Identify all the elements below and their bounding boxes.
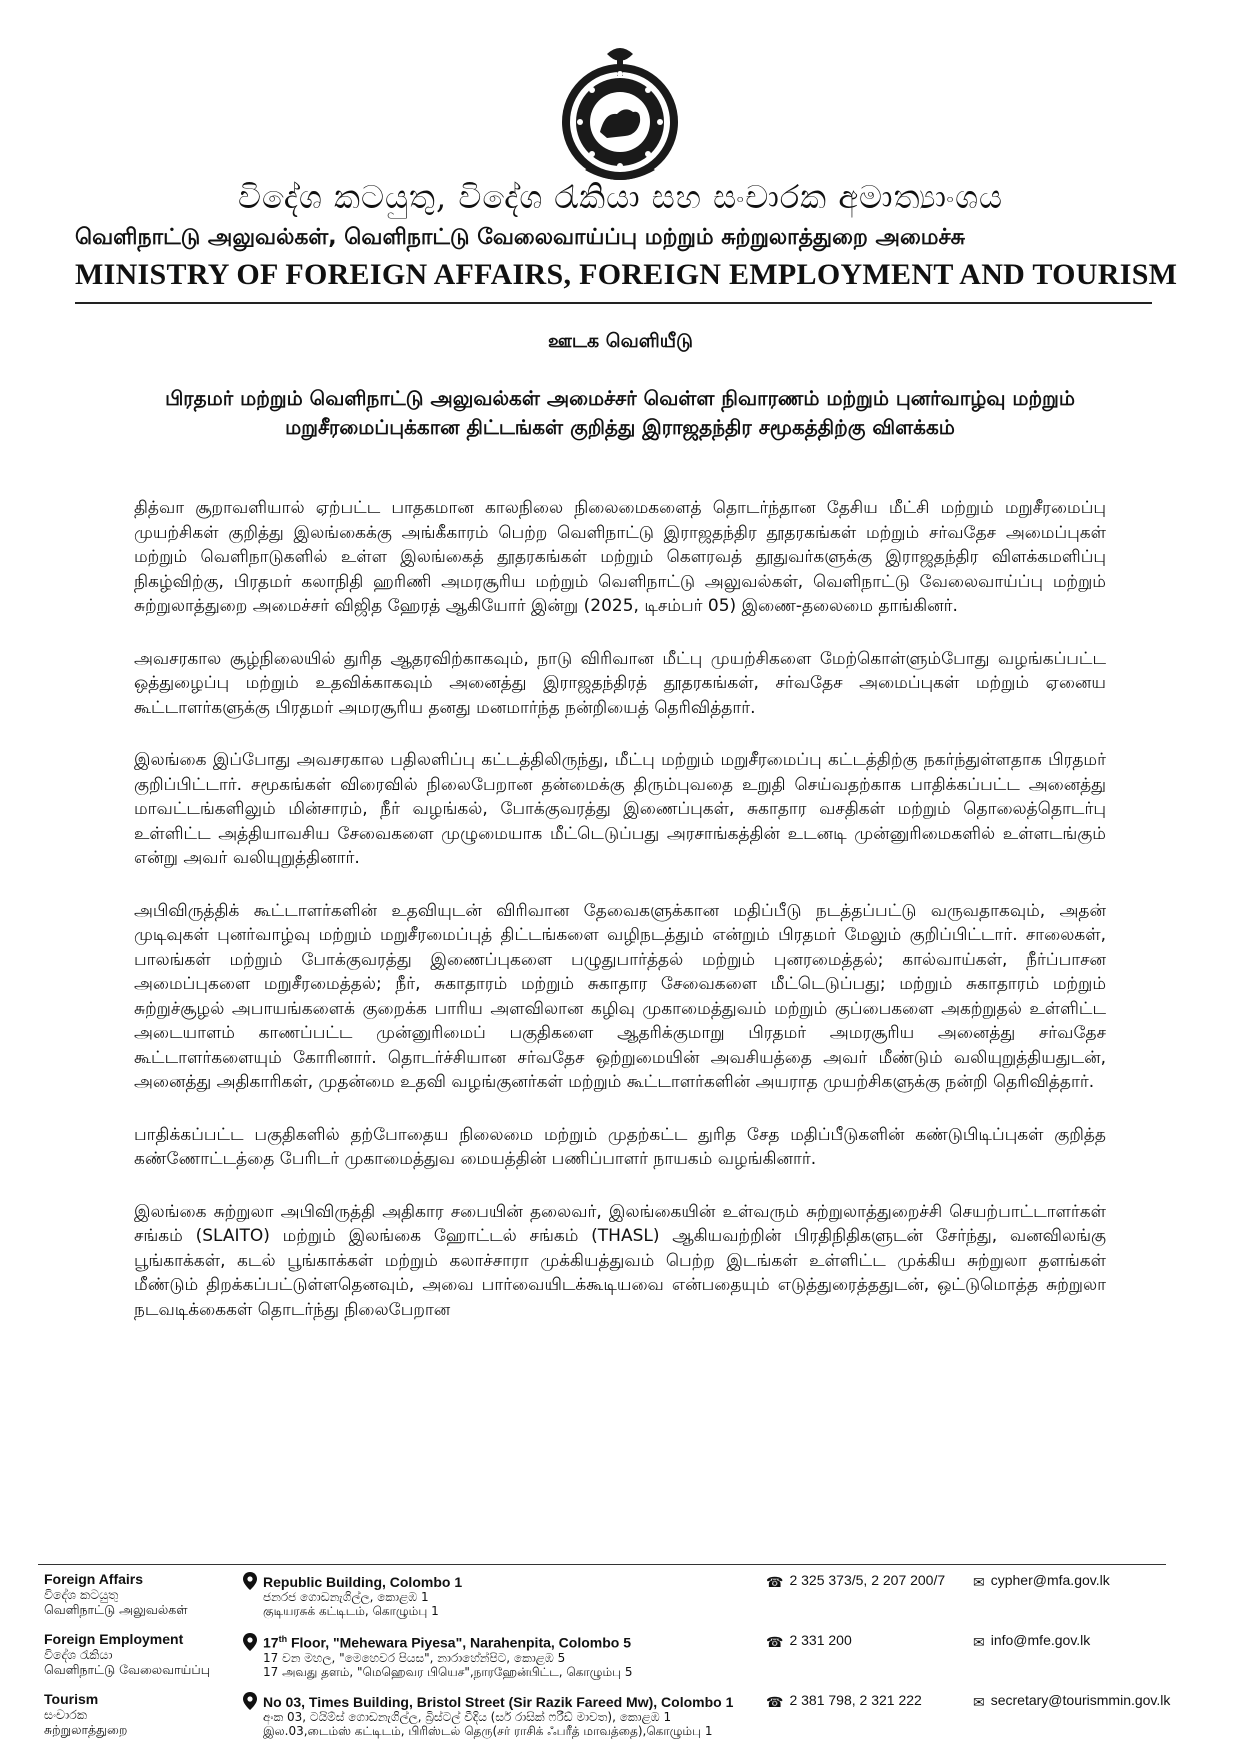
header-divider — [75, 302, 1152, 304]
envelope-icon: ✉ — [973, 1694, 985, 1710]
footer-contact-tourism — [38, 1692, 1204, 1750]
phone-number: 2 325 373/5, 2 207 200/7 — [789, 1572, 946, 1588]
location-pin-icon — [243, 1633, 257, 1651]
address-en: Republic Building, Colombo 1 — [263, 1574, 463, 1590]
document-type-label: ஊடக வெளியீடு — [547, 330, 694, 352]
phone-number: 2 331 200 — [789, 1632, 852, 1648]
footer-department — [44, 1632, 244, 1677]
department-name-ta: வெளிநாட்டு வேலைவாய்ப்பு — [44, 1662, 210, 1677]
address-floor-suffix: th — [278, 1634, 288, 1644]
email-address[interactable]: info@mfe.gov.lk — [990, 1632, 1091, 1648]
address-ta: குடியரசுக் கட்டிடம், கொழும்பு 1 — [263, 1604, 439, 1618]
email-address[interactable]: cypher@mfa.gov.lk — [990, 1572, 1110, 1588]
footer-address — [243, 1632, 763, 1679]
email-address[interactable]: secretary@tourismmin.gov.lk — [990, 1692, 1171, 1708]
telephone-icon: ☎ — [766, 1634, 784, 1650]
department-name-si: විදේශ කටයුතු — [44, 1587, 119, 1602]
footer-contact-foreign-employment — [38, 1632, 1204, 1690]
press-release-body — [134, 496, 1106, 1350]
footer-address — [243, 1572, 763, 1618]
department-name-ta: வெளிநாட்டு அலுவல்கள் — [44, 1602, 188, 1617]
body-paragraph: இலங்கை இப்போது அவசரகால பதிலளிப்பு கட்டத்திலிருந்து, மீட்பு மற்றும் மறுசீரமைப்பு கட்டத்திற்கு நகர்ந்துள்ளதாக பிரதமர் குறிப்பிட்டார். சமூகங்கள் விரைவில் நிலைபேறான தன்மைக்கு திரும்புவதை உறுதி செய்வதற்காக பாதிக்கப்பட்ட அனைத்து மாவட்டங்களிலும் மின்சாரம், நீர் வழங்கல், போக்குவரத்து இணைப்புகள், சுகாதார வசதிகள் மற்றும் தொலைத்தொடர்பு உள்ளிட்ட அத்தியாவசிய சேவைகளை முழுமையாக மீட்டெடுப்பது அரசாங்கத்தின் உடனடி முன்னுரிமைகளில் உள்ளடங்கும் என்று அவர் வலியுறுத்தினார். — [134, 750, 1106, 868]
location-pin-icon — [243, 1692, 257, 1710]
address-si: ජනරජ ගොඩනැගිල්ල, කොළඹ 1 — [263, 1590, 429, 1604]
address-ta: இல.03,டைம்ஸ் கட்டிடம், பிரிஸ்டல் தெரு(சர் ராசிக் ஃபரீத் மாவத்தை),கொழும்பு 1 — [263, 1724, 713, 1738]
footer-contact-foreign-affairs — [38, 1572, 1204, 1630]
phone-number: 2 381 798, 2 321 222 — [789, 1692, 922, 1708]
address-en: Floor, "Mehewara Piyesa", Narahenpita, Colombo 5 — [287, 1634, 632, 1651]
body-paragraph: அபிவிருத்திக் கூட்டாளர்களின் உதவியுடன் விரிவான தேவைகளுக்கான மதிப்பீடு நடத்தப்பட்டு வருவதாகவும், அதன் முடிவுகள் புனர்வாழ்வு மற்றும் மறுசீரமைப்புத் திட்டங்களை வழிநடத்தும் என்றும் பிரதமர் மேலும் குறிப்பிட்டார். சாலைகள், பாலங்கள் மற்றும் போக்குவரத்து இணைப்புகளை பழுதுபார்த்தல் மற்றும் புனரமைத்தல்; கால்வாய்கள், நீர்ப்பாசன அமைப்புகளை மறுசீரமைத்தல்; நீர், சுகாதாரம் மற்றும் சுகாதார சேவைகளை மீட்டெடுப்பது; மற்றும் சுகாதாரம் மற்றும் சுற்றுச்சூழல் அபாயங்களைக் குறைக்க பாரிய அளவிலான கழிவு முகாமைத்துவம் மற்றும் குப்பைகளை அகற்றுதல் உள்ளிட்ட அடையாளம் காணப்பட்ட முன்னுரிமைப் பகுதிகளை ஆதரிக்குமாறு பிரதமர் அமரசூரிய அனைத்து சர்வதேச கூட்டாளர்களையும் கோரினார். தொடர்ச்சியான சர்வதேச ஒற்றுமையின் அவசியத்தை அவர் மீண்டும் வலியுறுத்தியதுடன், அனைத்து அதிகாரிகள், முதன்மை உதவி வழங்குனர்கள் மற்றும் கூட்டாளர்களின் அயராத முயற்சிகளுக்கு நன்றி தெரிவித்தார். — [134, 900, 1106, 1092]
body-paragraph: இலங்கை சுற்றுலா அபிவிருத்தி அதிகார சபையின் தலைவர், இலங்கையின் உள்வரும் சுற்றுலாத்துறைச்சி செயற்பாட்டாளர்கள் சங்கம் (SLAITO) மற்றும் இலங்கை ஹோட்டல் சங்கம் (THASL) ஆகியவற்றின் பிரதிநிதிகளுடன் சேர்ந்து, வனவிலங்கு பூங்காக்கள், கடல் பூங்காக்கள் மற்றும் கலாச்சாரா முக்கியத்துவம் பெற்ற இடங்கள் உள்ளிட்ட முக்கிய சுற்றுலா தளங்கள் மீண்டும் திறக்கப்பட்டுள்ளதெனவும், அவை பார்வையிடக்கூடியவை என்பதையும் எடுத்துரைத்ததுடன், ஒட்டுமொத்த சுற்றுலா நடவடிக்கைகள் தொடர்ந்து நிலைபேறான — [134, 1201, 1106, 1320]
telephone-icon: ☎ — [766, 1694, 784, 1710]
department-name-si: විදේශ රැකියා — [44, 1647, 113, 1662]
ministry-name-sinhala: විදේශ කටයුතු, විදේශ රැකියා සහ සංචාරක අමාත්‍යාංශය — [237, 178, 1004, 216]
department-name-ta: சுற்றுலாத்துறை — [44, 1722, 128, 1737]
ministry-name-english: MINISTRY OF FOREIGN AFFAIRS, FOREIGN EMPLOYMENT AND TOURISM — [75, 258, 1178, 291]
telephone-icon: ☎ — [766, 1574, 784, 1590]
body-paragraph: தித்வா சூறாவளியால் ஏற்பட்ட பாதகமான காலநிலை நிலைமைகளைத் தொடர்ந்தான தேசிய மீட்சி மற்றும் மறுசீரமைப்பு முயற்சிகள் குறித்து இலங்கைக்கு அங்கீகாரம் பெற்ற வெளிநாட்டு இராஜதந்திர தூதரகங்கள் மற்றும் சர்வதேச அமைப்புகள் மற்றும் வெளிநாடுகளில் உள்ள இலங்கைத் தூதரகங்கள் மற்றும் கௌரவத் தூதுவர்களுக்கு இராஜதந்திர விளக்கமளிப்பு நிகழ்விற்கு, பிரதமர் கலாநிதி ஹரிணி அமரசூரிய மற்றும் வெளிநாட்டு அலுவல்கள், வெளிநாட்டு வேலைவாய்ப்பு மற்றும் சுற்றுலாத்துறை அமைச்சர் விஜித ஹேரத் ஆகியோர் இன்று (2025, டிசம்பர் 05) இணை-தலைமை தாங்கினர். — [134, 498, 1107, 616]
envelope-icon: ✉ — [973, 1634, 985, 1650]
sri-lanka-emblem-icon — [545, 40, 695, 190]
address-si: 17 වන මහල, "මෙහෙවර පියස", නාරාහේන්පිට, කොළඹ 5 — [263, 1650, 566, 1665]
address-floor: 17 — [263, 1634, 279, 1651]
body-paragraph: அவசரகால சூழ்நிலையில் துரித ஆதரவிற்காகவும், நாடு விரிவான மீட்பு முயற்சிகளை மேற்கொள்ளும்போது வழங்கப்பட்ட ஒத்துழைப்பு மற்றும் உதவிக்காகவும் அனைத்து இராஜதந்திரத் தூதரகங்கள், சர்வதேச அமைப்புகள் மற்றும் ஏனைய கூட்டாளர்களுக்கு பிரதமர் அமரசூரிய தனது மனமார்ந்த நன்றியைத் தெரிவித்தார். — [134, 648, 1106, 718]
department-name-en: Foreign Affairs — [44, 1571, 144, 1587]
address-si: අංක 03, ටයිම්ස් ගොඩනැගිල්ල, බ්‍රිස්ටල් වීදිය (සර් රාසික් ෆරීඩ් මාවත), කොළඹ 1 — [263, 1710, 672, 1724]
address-en: No 03, Times Building, Bristol Street (Sir Razik Fareed Mw), Colombo 1 — [263, 1694, 734, 1710]
footer-department — [44, 1692, 244, 1737]
department-name-en: Tourism — [44, 1691, 99, 1707]
location-pin-icon — [243, 1572, 257, 1590]
press-release-title: பிரதமர் மற்றும் வெளிநாட்டு அலுவல்கள் அமைச்சர் வெள்ள நிவாரணம் மற்றும் புனர்வாழ்வு மற்றும் மறுசீரமைப்புக்கான திட்டங்கள் குறித்து இராஜதந்திர சமூகத்திற்கு விளக்கம் — [165, 386, 1075, 439]
footer-divider — [38, 1564, 1166, 1565]
footer-department — [44, 1572, 244, 1617]
department-name-en: Foreign Employment — [44, 1631, 184, 1647]
body-paragraph: பாதிக்கப்பட்ட பகுதிகளில் தற்போதைய நிலைமை மற்றும் முதற்கட்ட துரித சேத மதிப்பீடுகளின் கண்டுபிடிப்புகள் குறித்த கண்ணோட்டத்தை பேரிடர் முகாமைத்துவ மையத்தின் பணிப்பாளர் நாயகம் வழங்கினார். — [134, 1124, 1106, 1169]
department-name-si: සංචාරක — [44, 1707, 87, 1722]
envelope-icon: ✉ — [973, 1574, 985, 1590]
ministry-name-tamil: வெளிநாட்டு அலுவல்கள், வெளிநாட்டு வேலைவாய்ப்பு மற்றும் சுற்றுலாத்துறை அமைச்சு — [75, 225, 966, 250]
footer-address — [243, 1692, 763, 1738]
address-ta: 17 அவது தளம், "மெஹெவர பியெச",நாரஹேன்பிட்ட, கொழும்பு 5 — [263, 1664, 633, 1679]
